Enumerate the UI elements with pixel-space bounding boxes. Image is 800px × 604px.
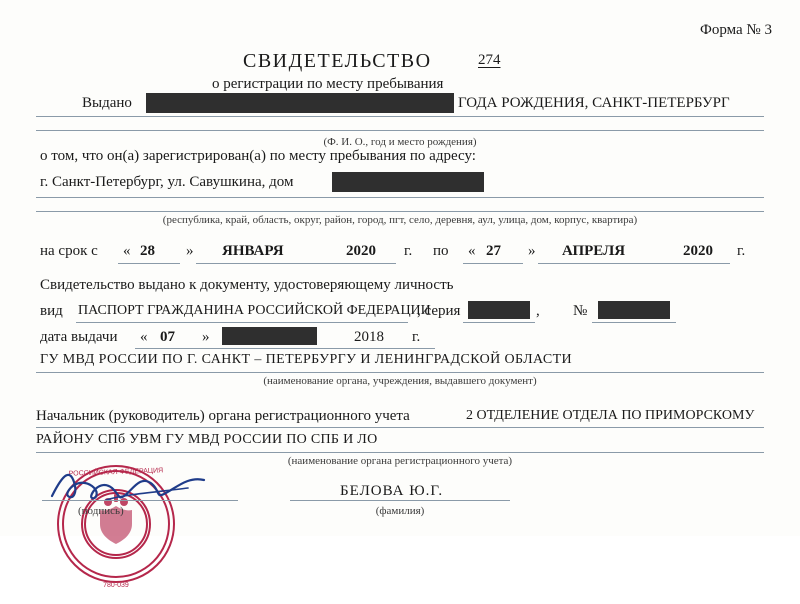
underline-number [592,322,676,323]
term-year-from: 2020 [346,243,376,259]
divider-line-4 [36,211,764,212]
redacted-series-block [468,301,530,319]
redacted-address-block [332,172,484,192]
svg-text:РОССИЙСКАЯ ФЕДЕРАЦИЯ: РОССИЙСКАЯ ФЕДЕРАЦИЯ [68,467,164,478]
divider-line-6 [36,427,764,428]
caption-signature: (подпись) [78,505,124,517]
issue-date-day: 07 [160,329,175,345]
issuing-authority: ГУ МВД РОССИИ ПО Г. САНКТ – ПЕТЕРБУРГУ И ЛЕНИНГРАДСКОЙ ОБЛАСТИ [40,352,573,367]
certificate-number: 274 [478,52,501,68]
term-month-from: ЯНВАРЯ [222,243,284,259]
term-g-abbr-2: г. [737,243,746,259]
identity-doc-intro: Свидетельство выдано к документу, удостоверяющему личность [40,277,454,293]
identity-doc-seriya-label: , серия [417,303,461,319]
divider-line-1 [36,116,764,117]
term-po-label: по [433,243,449,259]
issued-to-suffix: ГОДА РОЖДЕНИЯ, САНКТ-ПЕТЕРБУРГ [458,95,730,111]
identity-doc-comma: , [536,303,540,319]
caption-surname: (фамилия) [375,505,425,517]
divider-line-2 [36,130,764,131]
official-authority-line2: РАЙОНУ СПб УВМ ГУ МВД РОССИИ ПО СПБ И ЛО [36,432,378,447]
official-label: Начальник (руководитель) органа регистрационного учета [36,408,410,424]
divider-line-3 [36,197,764,198]
issue-date-year: 2018 [354,329,384,345]
underline-surname [290,500,510,501]
underline-issue-date [135,348,435,349]
page-title: СВИДЕТЕЛЬСТВО [243,50,432,72]
underline-vid [76,322,408,323]
registration-address: г. Санкт-Петербург, ул. Савушкина, дом [40,174,294,190]
page-subtitle: о регистрации по месту пребывания [212,76,444,92]
term-day-from: 28 [140,243,155,259]
form-number: Форма № 3 [700,22,772,38]
underline-series [463,322,535,323]
svg-text:780-039: 780-039 [103,582,129,589]
caption-address: (республика, край, область, округ, район, город, пгт, село, деревня, аул, улица, дом, корпус, квартира) [162,214,638,226]
term-g-abbr-1: г. [404,243,413,259]
caption-registration-authority: (наименование органа регистрационного учета) [287,455,513,467]
term-month-to: АПРЕЛЯ [562,243,626,259]
redacted-name-block [146,93,454,113]
caption-fio: (Ф. И. О., год и место рождения) [323,136,477,148]
official-surname: БЕЛОВА Ю.Г. [340,483,444,499]
identity-doc-vid-label: вид [40,303,63,319]
redacted-issue-month-block [222,327,317,345]
term-day-to: 27 [486,243,501,259]
issue-date-label: дата выдачи [40,329,118,345]
redacted-number-block [598,301,670,319]
underline-day-to [463,263,523,264]
issue-date-quote-open: « [140,329,148,345]
underline-month-year-from [196,263,396,264]
term-quote-open-1: « [123,243,131,259]
official-stamp [36,444,196,604]
underline-month-year-to [538,263,730,264]
term-quote-open-2: « [468,243,476,259]
term-quote-close-2: » [528,243,536,259]
official-authority-line1: 2 ОТДЕЛЕНИЕ ОТДЕЛА ПО ПРИМОРСКОМУ [466,408,755,423]
caption-issuing-authority: (наименование органа, учреждения, выдавшего документ) [263,375,537,387]
issued-to-label: Выдано [82,95,132,111]
issue-date-quote-close: » [202,329,210,345]
underline-day-from [118,263,180,264]
divider-line-5 [36,372,764,373]
issue-date-g-abbr: г. [412,329,421,345]
identity-doc-number-label: № [573,303,588,319]
registration-intro: о том, что он(а) зарегистрирован(а) по месту пребывания по адресу: [40,148,476,164]
identity-doc-vid-value: ПАСПОРТ ГРАЖДАНИНА РОССИЙСКОЙ ФЕДЕРАЦИИ [78,303,431,318]
term-quote-close-1: » [186,243,194,259]
term-label: на срок с [40,243,98,259]
term-year-to: 2020 [683,243,713,259]
underline-signature [42,500,238,501]
